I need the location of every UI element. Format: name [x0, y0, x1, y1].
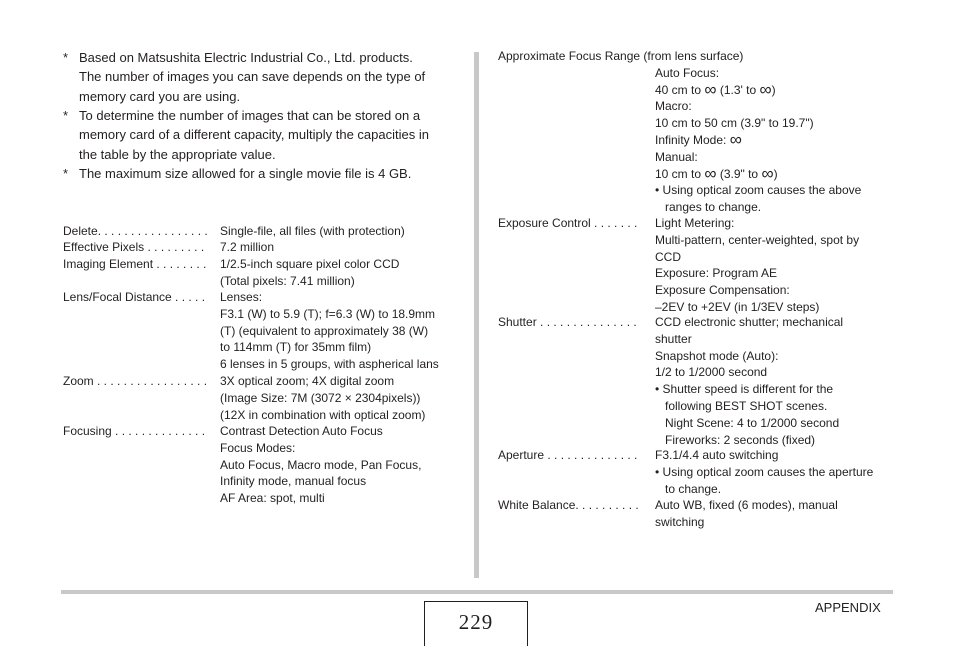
spec-value: Macro:	[655, 99, 692, 114]
spec-label: Imaging Element . . . . . . . .	[63, 257, 207, 271]
spec-value: F3.1 (W) to 5.9 (T); f=6.3 (W) to 18.9mm	[220, 306, 436, 321]
footnote-1	[63, 48, 463, 106]
spec-value: Single-file, all files (with protection)	[220, 224, 405, 238]
footnote-3	[63, 164, 463, 183]
spec-value: 3X optical zoom; 4X digital zoom	[220, 374, 395, 388]
footnote-line: The maximum size allowed for a single movie file is 4 GB.	[79, 166, 412, 181]
spec-value: –2EV to +2EV (in 1/3EV steps)	[655, 299, 820, 314]
spec-value: CCD electronic shutter; mechanical	[655, 315, 844, 329]
spec-value-manual: 10 cm to ∞ (3.9" to ∞)	[655, 163, 778, 183]
column-divider	[474, 52, 479, 578]
spec-value: Auto Focus:	[655, 65, 720, 80]
spec-label: Zoom . . . . . . . . . . . . . . . . .	[63, 374, 208, 388]
spec-label: Delete. . . . . . . . . . . . . . . . .	[63, 224, 208, 238]
spec-label: Approximate Focus Range (from lens surface)	[498, 49, 744, 63]
infinity-icon: ∞	[759, 79, 772, 99]
footnote-line: memory card of a different capacity, multiply the capacities in	[79, 127, 429, 143]
spec-value: Multi-pattern, center-weighted, spot by	[655, 232, 860, 247]
spec-value: Focus Modes:	[220, 440, 296, 455]
spec-value: Light Metering:	[655, 216, 735, 230]
spec-value: Exposure: Program AE	[655, 266, 778, 281]
spec-value: 10 cm to 50 cm (3.9" to 19.7")	[655, 116, 814, 131]
spec-value: CCD	[655, 249, 681, 264]
page-number-box	[424, 601, 528, 646]
spec-label: Focusing . . . . . . . . . . . . . .	[63, 424, 206, 438]
spec-value: to 114mm (T) for 35mm film)	[220, 340, 372, 355]
spec-value: (12X in combination with optical zoom)	[220, 407, 426, 422]
spec-value: 7.2 million	[220, 240, 275, 254]
footnote-marker: *	[63, 108, 69, 123]
spec-value: Contrast Detection Auto Focus	[220, 424, 383, 438]
spec-note: • Using optical zoom causes the above	[655, 183, 862, 198]
infinity-icon: ∞	[704, 79, 717, 99]
spec-note: • Using optical zoom causes the aperture	[655, 464, 874, 479]
spec-label: Aperture . . . . . . . . . . . . . .	[498, 448, 638, 462]
footnote-line: memory card you are using.	[79, 88, 241, 104]
infinity-icon: ∞	[761, 163, 774, 183]
footer-rule	[61, 590, 893, 594]
infinity-icon: ∞	[729, 129, 742, 149]
spec-value: F3.1/4.4 auto switching	[655, 448, 779, 462]
spec-value: Snapshot mode (Auto):	[655, 348, 779, 363]
spec-value: Manual:	[655, 149, 698, 164]
footnote-2	[63, 106, 463, 164]
spec-value: Auto Focus, Macro mode, Pan Focus,	[220, 457, 422, 472]
spec-value: Lenses:	[220, 290, 263, 304]
page-number: 229	[458, 610, 494, 634]
spec-value: 1/2.5-inch square pixel color CCD	[220, 257, 400, 271]
footnote-line: the table by the appropriate value.	[79, 146, 276, 162]
footnote-marker: *	[63, 166, 69, 181]
spec-value: Auto WB, fixed (6 modes), manual	[655, 498, 838, 512]
spec-label: Lens/Focal Distance . . . . .	[63, 290, 206, 304]
spec-value: AF Area: spot, multi	[220, 491, 325, 506]
spec-value-auto-focus: 40 cm to ∞ (1.3' to ∞)	[655, 79, 776, 99]
spec-label: White Balance. . . . . . . . . .	[498, 498, 639, 512]
spec-label: Effective Pixels . . . . . . . . .	[63, 240, 205, 254]
spec-note: Night Scene: 4 to 1/2000 second	[665, 415, 840, 430]
footnote-line: To determine the number of images that can be stored on a	[79, 108, 421, 123]
spec-note: • Shutter speed is different for the	[655, 382, 834, 397]
spec-focus-range	[498, 48, 861, 216]
spec-value: (Total pixels: 7.41 million)	[220, 273, 355, 288]
spec-value: (T) (equivalent to approximately 38 (W)	[220, 323, 429, 338]
spec-note: to change.	[665, 481, 722, 496]
footnote-marker: *	[63, 50, 69, 65]
infinity-icon: ∞	[704, 163, 717, 183]
spec-value: Exposure Compensation:	[655, 283, 790, 298]
spec-note: ranges to change.	[665, 200, 762, 215]
section-label: APPENDIX	[815, 600, 881, 615]
spec-note: Fireworks: 2 seconds (fixed)	[665, 432, 816, 447]
spec-value-infinity: Infinity Mode: ∞	[655, 129, 742, 149]
spec-value: shutter	[655, 331, 692, 346]
footnote-line: The number of images you can save depends on the type of	[79, 69, 426, 85]
spec-label: Exposure Control . . . . . . .	[498, 216, 638, 230]
spec-value: (Image Size: 7M (3072 × 2304pixels))	[220, 390, 421, 405]
spec-label: Shutter . . . . . . . . . . . . . . .	[498, 315, 637, 329]
footnote-line: Based on Matsushita Electric Industrial Co., Ltd. products.	[79, 50, 413, 65]
spec-value: Infinity mode, manual focus	[220, 474, 367, 489]
spec-note: following BEST SHOT scenes.	[665, 398, 828, 413]
spec-value: switching	[655, 514, 705, 529]
spec-value: 6 lenses in 5 groups, with aspherical lans	[220, 357, 439, 372]
spec-value: 1/2 to 1/2000 second	[655, 365, 768, 380]
